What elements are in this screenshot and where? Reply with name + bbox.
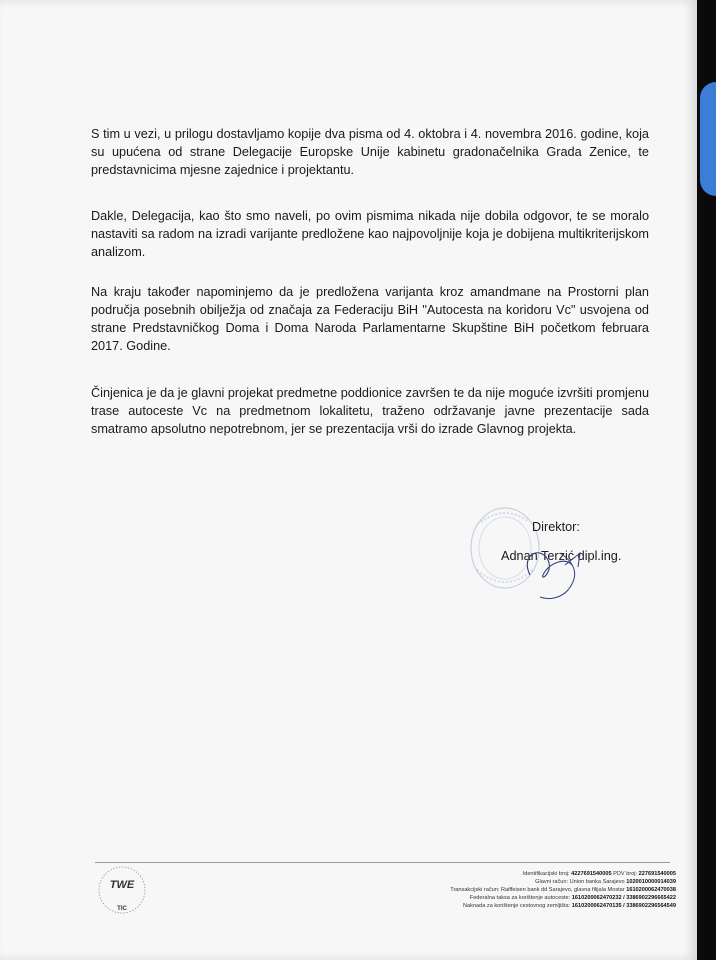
handwritten-signature: [520, 535, 630, 605]
footer-company-info: [300, 870, 676, 910]
signatory-name: Adnan Terzić dipl.ing.: [501, 549, 622, 563]
footer-divider: [95, 862, 670, 863]
footer-row: Federalna taksa za korištenje autoceste: 1610200062470232 / 3386902296665422: [469, 895, 676, 901]
footer-row: Transakcijski račun: Raiffeisen bank dd Sarajevo, glavna filijala Mostar 1610200062470038: [450, 887, 676, 893]
paragraph-1: S tim u vezi, u prilogu dostavljamo kopije dva pisma od 4. oktobra i 4. novembra 2016. godine, koja su upućena od strane Delegacije Europske Unije kabinetu gradonačelnika Grada Zenice, te predstavnicima mjesne zajednice i projektantu.: [91, 127, 649, 177]
paragraph-4: Činjenica je da je glavni projekat predmetne poddionice završen te da nije moguće izvršiti promjenu trase autoceste Vc na predmetnom lokalitetu, traženo održavanje javne prezentacije sada smatramo apsolutno nepotrebnom, jer se prezentacija vrši do izrade Glavnog projekta.: [91, 386, 649, 436]
paragraph-3: Na kraju također napominjemo da je predložena varijanta kroz amandmane na Prostorni plan područja posebnih obilježja od značaja za Federaciju BiH "Autocesta na koridoru Vc" usvojena od strane Predstavničkog Doma i Doma Naroda Parlamentarne Skupštine BiH početkom februara 2017. Godine.: [91, 285, 649, 353]
footer-row: Glavni račun: Union banka Sarajevo 1020010000014039: [535, 879, 676, 885]
logo-text: TWE: [109, 879, 135, 891]
logo-subtext: TIC: [117, 906, 127, 912]
side-tab-handle[interactable]: [700, 82, 716, 196]
paragraph-2: Dakle, Delegacija, kao što smo naveli, po ovim pismima nikada nije dobila odgovor, te se moralo nastaviti sa radom na izradi varijante predložene kao najpovoljnije koja je dobijena multikriterijskom analizom.: [91, 209, 649, 259]
signatory-title: Direktor:: [532, 520, 580, 534]
footer-row: Naknada za korištenje cestovnog zemljišta: 1610200062470135 / 3386902296564549: [462, 903, 676, 909]
footer-row: Identifikacijski broj: 4227691540005 PDV broj: 227691540005: [522, 871, 676, 877]
company-logo: [96, 864, 158, 918]
